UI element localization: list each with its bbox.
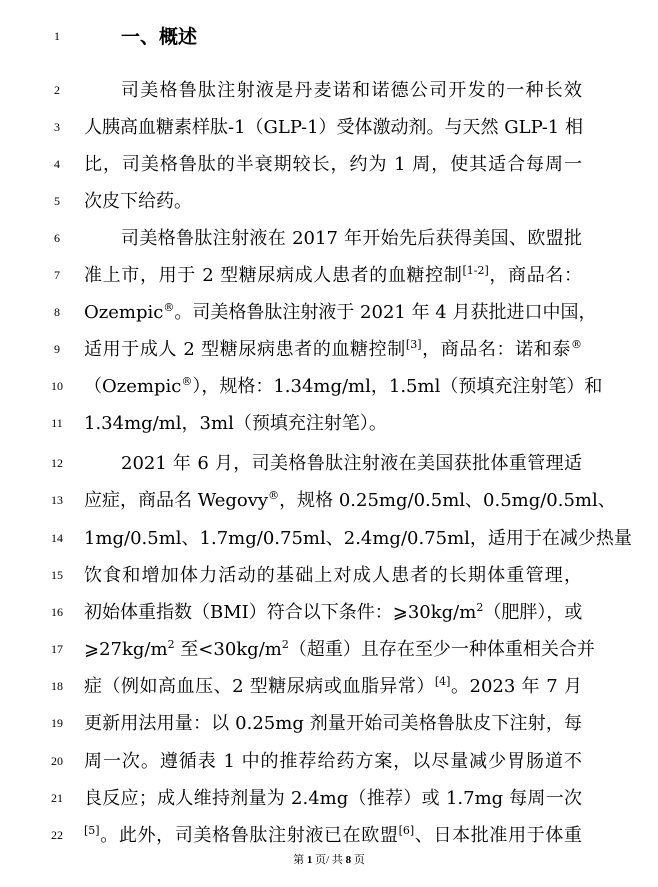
line-number: 12 xyxy=(51,456,63,470)
superscript: 2 xyxy=(167,637,175,651)
page-total: 8 xyxy=(345,854,352,866)
line-number: 3 xyxy=(54,120,60,134)
line-22 xyxy=(0,817,658,854)
line-19 xyxy=(0,705,658,742)
line-number: 1 xyxy=(54,29,60,43)
line-number: 18 xyxy=(51,679,63,693)
registered-mark: ® xyxy=(181,374,193,388)
page-footer: 第 1 页/ 共 8 页 xyxy=(293,854,365,866)
line-text: 人胰高血糖素样肽-1（GLP-1）受体激动剂。与天然 GLP-1 相 xyxy=(84,116,583,138)
registered-mark: ® xyxy=(163,300,175,314)
line-2 xyxy=(0,72,658,109)
line-11 xyxy=(0,405,658,442)
line-text: 应症，商品名 Wegovy®，规格 0.25mg/0.5ml、0.5mg/0.5ml、 xyxy=(84,488,616,511)
line-3 xyxy=(0,109,658,146)
line-number: 17 xyxy=(51,642,63,656)
page-number: 1 xyxy=(306,854,313,866)
line-text: 1mg/0.5ml、1.7mg/0.75ml、2.4mg/0.75ml，适用于在减少热量 xyxy=(84,527,632,549)
line-21 xyxy=(0,780,658,817)
line-17 xyxy=(0,631,658,668)
line-number: 22 xyxy=(51,828,63,842)
line-text: Ozempic®。司美格鲁肽注射液于 2021 年 4 月获批进口中国， xyxy=(84,300,597,323)
line-text: （Ozempic®），规格：1.34mg/ml，1.5ml（预填充注射笔）和 xyxy=(84,374,603,397)
citation: [5] xyxy=(84,823,100,837)
line-5 xyxy=(0,183,658,220)
section-heading: 一、概述 xyxy=(121,25,198,48)
line-text: 更新用法用量：以 0.25mg 剂量开始司美格鲁肽皮下注射，每 xyxy=(84,712,582,734)
superscript: 2 xyxy=(476,600,484,614)
line-12 xyxy=(0,445,658,482)
line-number: 6 xyxy=(54,231,60,245)
line-number: 21 xyxy=(51,791,63,805)
line-10 xyxy=(0,368,658,405)
line-text: 司美格鲁肽注射液是丹麦诺和诺德公司开发的一种长效 xyxy=(121,79,582,101)
line-number: 4 xyxy=(54,157,60,171)
line-4 xyxy=(0,146,658,183)
line-text: 适用于成人 2 型糖尿病患者的血糖控制[3]，商品名：诺和泰® xyxy=(84,337,582,360)
line-6 xyxy=(0,220,658,257)
citation: [6] xyxy=(398,823,415,837)
line-text: $⩾27kg/m^2$ 至$<30kg/m^2$（超重）且存在至少一种体重相关合并 xyxy=(84,637,595,660)
line-20 xyxy=(0,743,658,780)
line-number: 10 xyxy=(51,379,63,393)
registered-mark: ® xyxy=(268,488,280,502)
line-text: 饮食和增加体力活动的基础上对成人患者的长期体重管理， xyxy=(84,564,582,586)
line-18 xyxy=(0,668,658,705)
line-number: 14 xyxy=(51,531,63,545)
line-text: 周一次。遵循表 1 中的推荐给药方案，以尽量减少胃肠道不 xyxy=(84,750,582,772)
superscript: 2 xyxy=(281,637,289,651)
line-7 xyxy=(0,257,658,294)
citation: [4] xyxy=(434,674,451,688)
line-text: 司美格鲁肽注射液在 2017 年开始先后获得美国、欧盟批 xyxy=(121,227,582,249)
line-16 xyxy=(0,594,658,631)
line-text: 初始体重指数（BMI）符合以下条件：$⩾30kg/m^2$（肥胖），或 xyxy=(84,600,583,623)
line-9 xyxy=(0,331,658,368)
line-number: 2 xyxy=(54,83,60,97)
line-1 xyxy=(0,18,658,55)
line-number: 9 xyxy=(54,342,60,356)
line-number: 5 xyxy=(54,194,60,208)
line-14 xyxy=(0,520,658,557)
line-8 xyxy=(0,294,658,331)
line-text: 症（例如高血压、2 型糖尿病或血脂异常）[4]。2023 年 7 月 xyxy=(84,674,582,697)
registered-mark: ® xyxy=(571,337,582,351)
line-number: 8 xyxy=(54,305,60,319)
line-text: 比，司美格鲁肽的半衰期较长，约为 1 周，使其适合每周一 xyxy=(84,153,582,175)
line-text: 1.34mg/ml，3ml（预填充注射笔）。 xyxy=(84,412,387,434)
line-13 xyxy=(0,482,658,519)
line-text: 2021 年 6 月，司美格鲁肽注射液在美国获批体重管理适 xyxy=(121,452,582,474)
line-15 xyxy=(0,557,658,594)
line-number: 11 xyxy=(51,416,63,430)
line-text: 次皮下给药。 xyxy=(84,190,192,212)
line-number: 20 xyxy=(51,754,63,768)
line-number: 7 xyxy=(54,268,60,282)
citation: [3] xyxy=(405,337,422,351)
line-text: 良反应；成人维持剂量为 2.4mg（推荐）或 1.7mg 每周一次 xyxy=(84,787,582,809)
line-text: [5]。此外，司美格鲁肽注射液已在欧盟[6]、日本批准用于体重 xyxy=(84,823,583,846)
citation: [1-2] xyxy=(462,263,489,277)
line-number: 15 xyxy=(51,568,63,582)
line-number: 16 xyxy=(51,605,63,619)
line-text: 准上市，用于 2 型糖尿病成人患者的血糖控制[1-2]，商品名： xyxy=(84,263,582,286)
line-number: 19 xyxy=(51,716,63,730)
line-number: 13 xyxy=(51,493,63,507)
